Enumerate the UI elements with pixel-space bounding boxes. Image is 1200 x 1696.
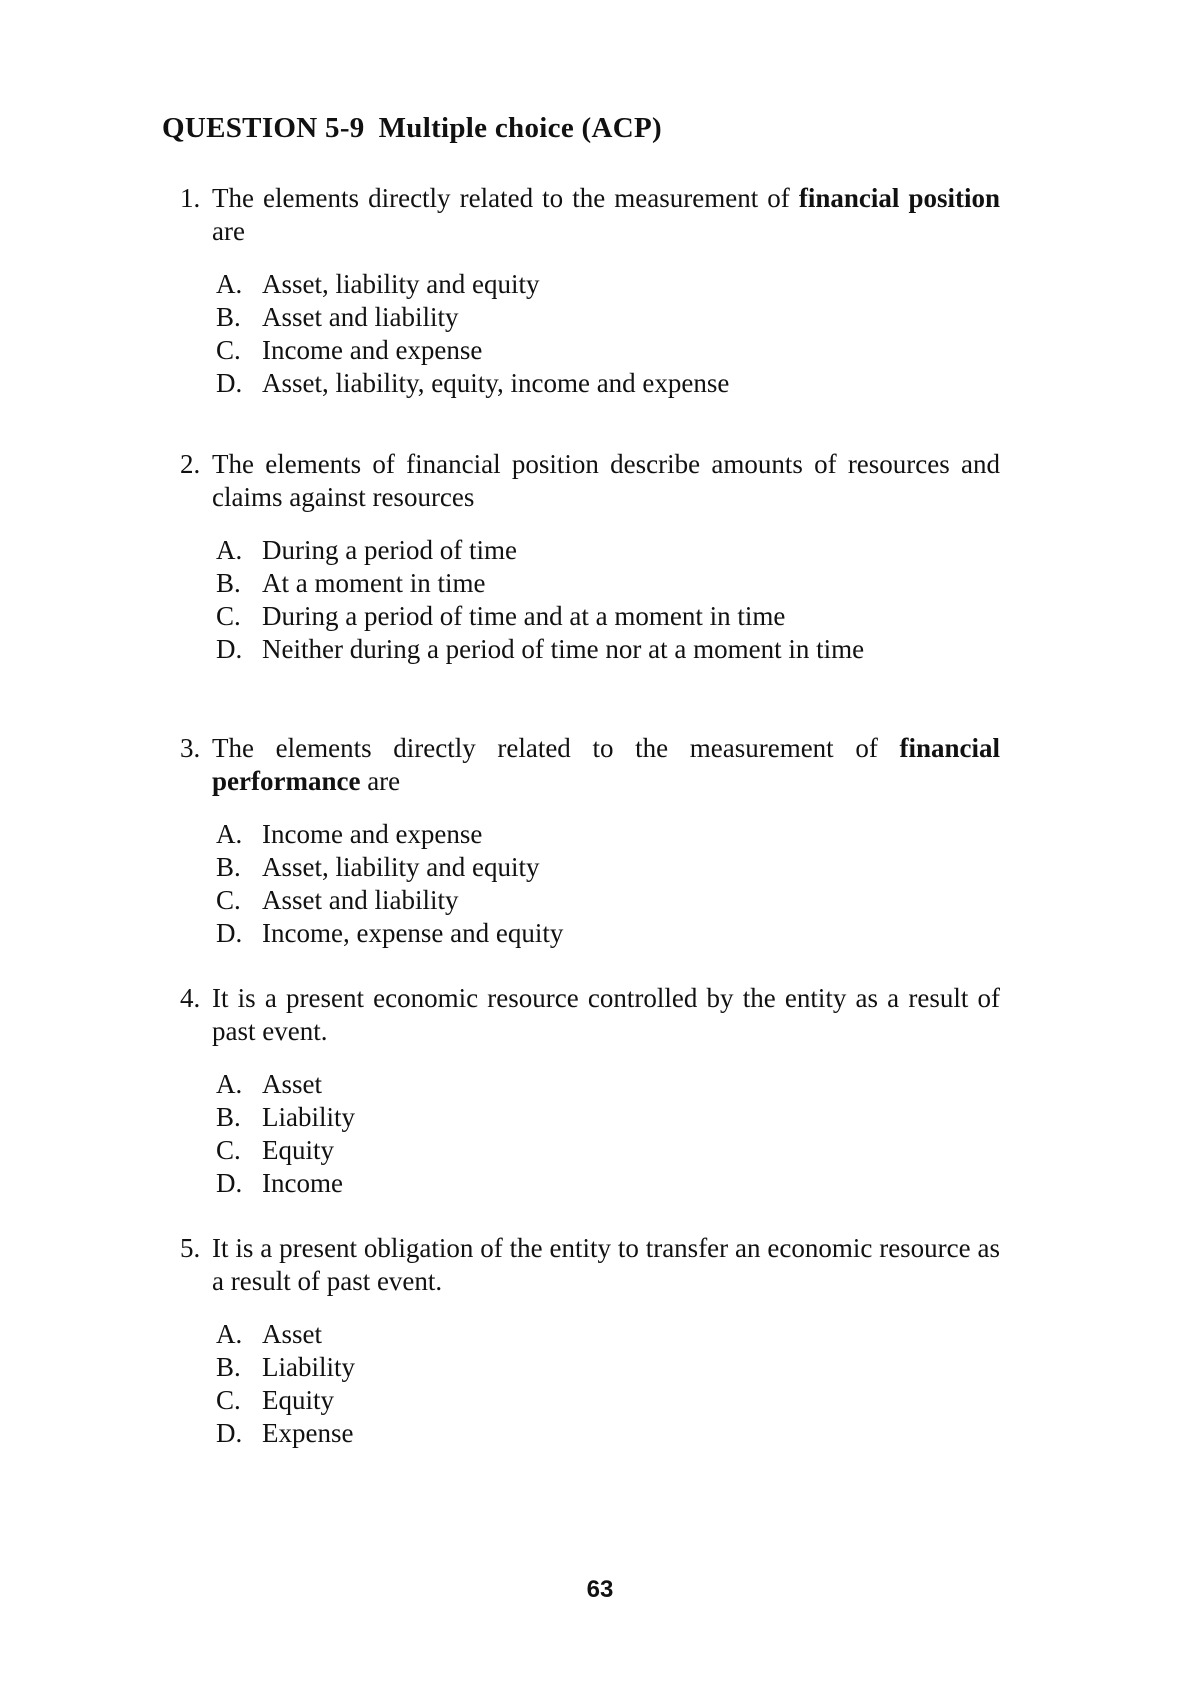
question-number: 4. bbox=[180, 983, 201, 1013]
question-number: 3. bbox=[180, 733, 201, 763]
option-text: At a moment in time bbox=[262, 568, 486, 598]
option-a bbox=[216, 534, 1000, 567]
option-text: During a period of time and at a moment in time bbox=[262, 601, 786, 631]
option-c bbox=[216, 334, 1000, 367]
option-b bbox=[216, 1101, 1000, 1134]
question-3 bbox=[180, 732, 1000, 950]
answer-options bbox=[180, 1068, 1000, 1200]
option-b bbox=[216, 1351, 1000, 1384]
option-a bbox=[216, 1318, 1000, 1351]
option-letter: A. bbox=[216, 819, 243, 849]
stem-text: The elements directly related to the measurement of bbox=[212, 733, 900, 763]
option-letter: A. bbox=[216, 269, 243, 299]
question-1 bbox=[180, 182, 1000, 400]
question-stem bbox=[180, 182, 1000, 248]
option-letter: B. bbox=[216, 1102, 241, 1132]
option-b bbox=[216, 301, 1000, 334]
question-stem bbox=[180, 982, 1000, 1048]
option-letter: D. bbox=[216, 368, 243, 398]
question-number: 2. bbox=[180, 449, 201, 479]
stem-text-end: are bbox=[360, 766, 401, 796]
option-text: Asset and liability bbox=[262, 885, 459, 915]
question-set-label: QUESTION 5-9 bbox=[162, 112, 365, 144]
option-letter: C. bbox=[216, 335, 241, 365]
stem-text-end: are bbox=[212, 216, 245, 246]
page-number: 63 bbox=[586, 1576, 614, 1603]
stem-text: It is a present obligation of the entity to transfer an economic resource as a result of past event. bbox=[212, 1233, 1000, 1296]
option-a bbox=[216, 268, 1000, 301]
question-stem bbox=[180, 448, 1000, 514]
option-d bbox=[216, 367, 1000, 400]
option-a bbox=[216, 1068, 1000, 1101]
option-text: Liability bbox=[262, 1352, 355, 1382]
stem-text: It is a present economic resource controlled by the entity as a result of past event. bbox=[212, 983, 1000, 1046]
option-c bbox=[216, 1134, 1000, 1167]
question-stem bbox=[180, 1232, 1000, 1298]
option-letter: C. bbox=[216, 1385, 241, 1415]
option-text: During a period of time bbox=[262, 535, 517, 565]
option-text: Equity bbox=[262, 1135, 334, 1165]
question-5 bbox=[180, 1232, 1000, 1450]
question-stem bbox=[180, 732, 1000, 798]
option-b bbox=[216, 851, 1000, 884]
option-letter: D. bbox=[216, 918, 243, 948]
question-set-title: Multiple choice (ACP) bbox=[378, 112, 662, 144]
answer-options bbox=[180, 1318, 1000, 1450]
option-letter: D. bbox=[216, 1168, 243, 1198]
option-a bbox=[216, 818, 1000, 851]
option-letter: C. bbox=[216, 885, 241, 915]
question-2 bbox=[180, 448, 1000, 666]
option-letter: A. bbox=[216, 1319, 243, 1349]
option-letter: B. bbox=[216, 568, 241, 598]
stem-text: The elements directly related to the measurement of bbox=[212, 183, 799, 213]
option-letter: C. bbox=[216, 1135, 241, 1165]
option-text: Expense bbox=[262, 1418, 354, 1448]
option-letter: A. bbox=[216, 1069, 243, 1099]
option-text: Equity bbox=[262, 1385, 334, 1415]
option-letter: B. bbox=[216, 852, 241, 882]
option-text: Asset, liability, equity, income and expense bbox=[262, 368, 730, 398]
option-d bbox=[216, 633, 1000, 666]
option-letter: B. bbox=[216, 1352, 241, 1382]
stem-text: The elements of financial position describe amounts of resources and claims against resources bbox=[212, 449, 1000, 512]
stem-emphasis: financial position bbox=[798, 183, 1001, 213]
option-c bbox=[216, 600, 1000, 633]
option-text: Asset and liability bbox=[262, 302, 459, 332]
option-letter: C. bbox=[216, 601, 241, 631]
option-text: Income, expense and equity bbox=[262, 918, 564, 948]
option-text: Neither during a period of time nor at a moment in time bbox=[262, 634, 865, 664]
option-letter: A. bbox=[216, 535, 243, 565]
option-c bbox=[216, 884, 1000, 917]
option-text: Income and expense bbox=[262, 335, 483, 365]
option-d bbox=[216, 1167, 1000, 1200]
option-letter: B. bbox=[216, 302, 241, 332]
section-heading bbox=[162, 112, 662, 145]
answer-options bbox=[180, 534, 1000, 666]
option-letter: D. bbox=[216, 1418, 243, 1448]
option-letter: D. bbox=[216, 634, 243, 664]
option-text: Income bbox=[262, 1168, 343, 1198]
question-number: 5. bbox=[180, 1233, 201, 1263]
option-text: Asset, liability and equity bbox=[262, 269, 540, 299]
stem-emphasis: financial performance bbox=[212, 733, 1000, 796]
option-b bbox=[216, 567, 1000, 600]
question-4 bbox=[180, 982, 1000, 1200]
option-c bbox=[216, 1384, 1000, 1417]
option-text: Income and expense bbox=[262, 819, 483, 849]
option-d bbox=[216, 1417, 1000, 1450]
answer-options bbox=[180, 268, 1000, 400]
option-text: Asset, liability and equity bbox=[262, 852, 540, 882]
option-text: Liability bbox=[262, 1102, 355, 1132]
answer-options bbox=[180, 818, 1000, 950]
option-text: Asset bbox=[262, 1319, 322, 1349]
option-text: Asset bbox=[262, 1069, 322, 1099]
question-number: 1. bbox=[180, 183, 201, 213]
option-d bbox=[216, 917, 1000, 950]
